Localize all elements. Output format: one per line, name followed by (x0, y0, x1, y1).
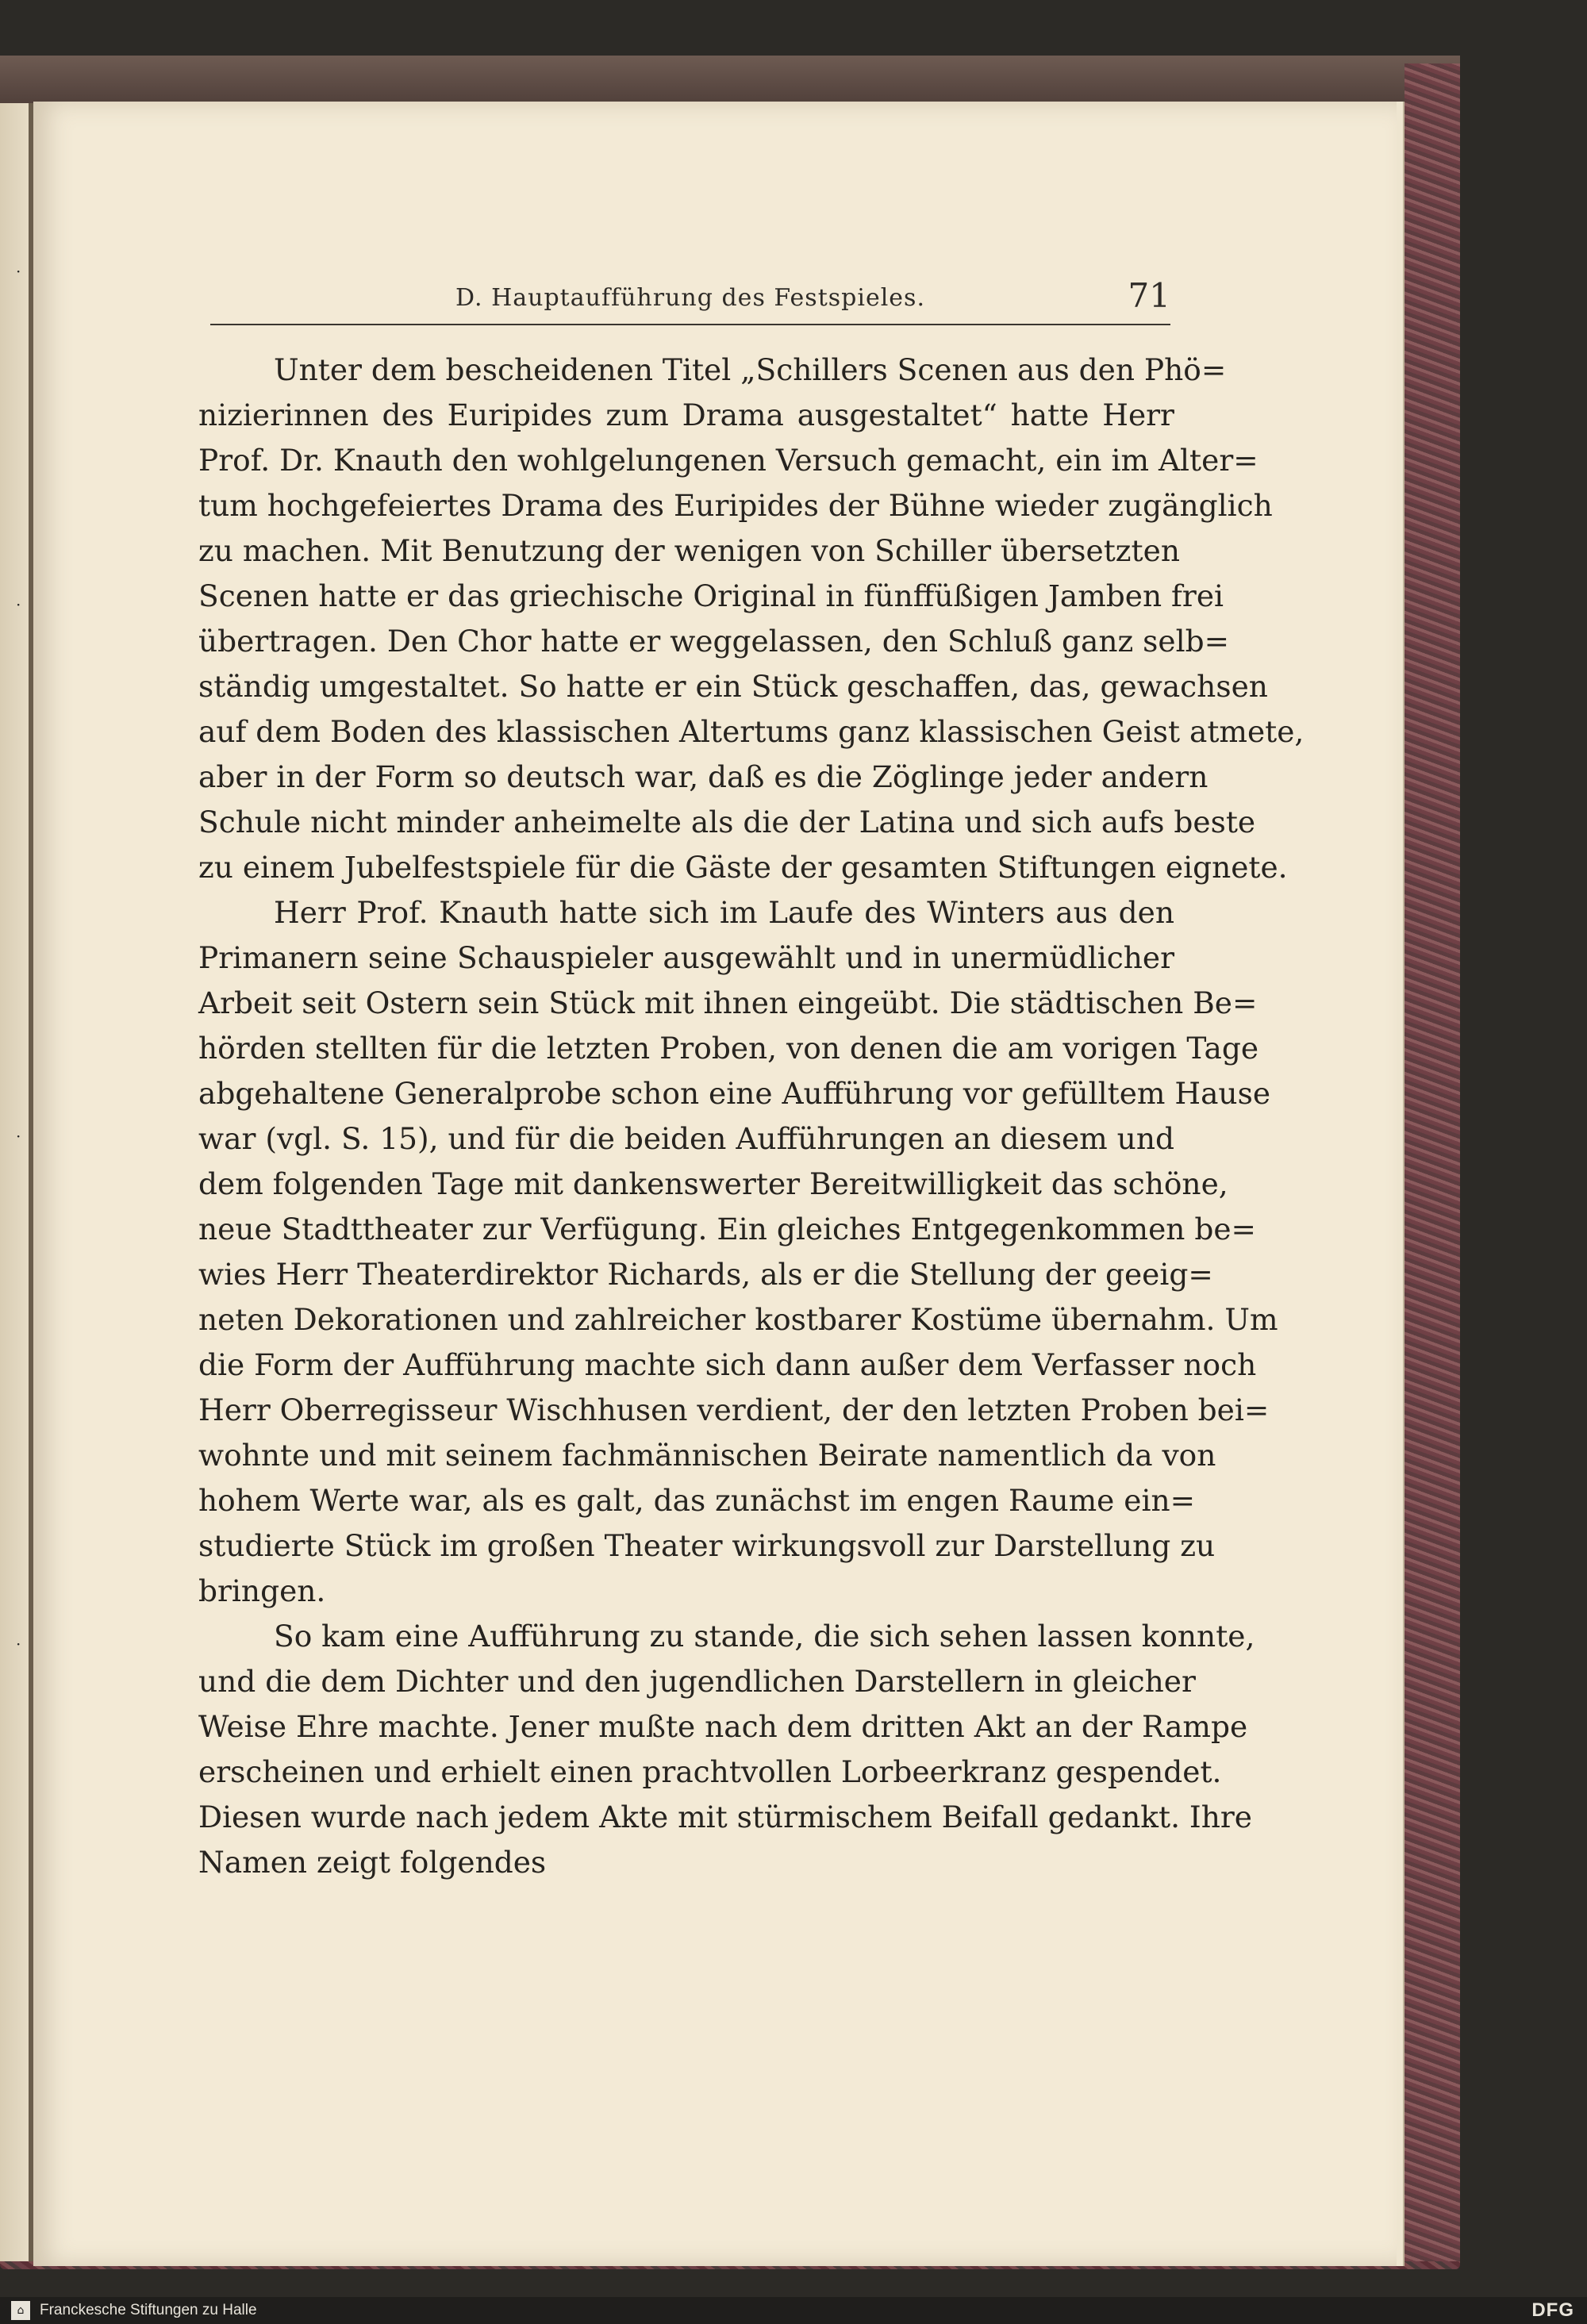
text-line: nizierinnen des Euripides zum Drama ausgestaltet“ hatte Herr (198, 398, 1174, 432)
text-line: Arbeit seit Ostern sein Stück mit ihnen eingeübt. Die städtischen Be= (198, 985, 1258, 1020)
text-line: erscheinen und erhielt einen prachtvollen Lorbeerkranz gespendet. (198, 1754, 1222, 1789)
text-line: abgehaltene Generalprobe schon eine Aufführung vor gefülltem Hause (198, 1076, 1271, 1111)
text-line: war (vgl. S. 15), und für die beiden Aufführungen an diesem und (198, 1121, 1174, 1156)
text-line: ständig umgestaltet. So hatte er ein Stück geschaffen, das, gewachsen (198, 669, 1268, 704)
text-line: Diesen wurde nach jedem Akte mit stürmischem Beifall gedankt. Ihre (198, 1800, 1252, 1834)
text-line: zu einem Jubelfestspiele für die Gäste der gesamten Stiftungen eignete. (198, 850, 1288, 885)
cover-right-edge (1404, 63, 1460, 2261)
text-line: Herr Prof. Knauth hatte sich im Laufe des Winters aus den (274, 895, 1174, 930)
text-line: Scenen hatte er das griechische Original in fünffüßigen Jamben frei (198, 578, 1224, 613)
text-line: hörden stellten für die letzten Proben, von denen die am vorigen Tage (198, 1031, 1259, 1066)
text-line: Primanern seine Schauspieler ausgewählt und in unermüdlicher (198, 940, 1174, 975)
text-line: Weise Ehre machte. Jener mußte nach dem dritten Akt an der Rampe (198, 1709, 1248, 1744)
text-line: auf dem Boden des klassischen Altertums ganz klassischen Geist atmete, (198, 714, 1305, 749)
text-line: So kam eine Aufführung zu stande, die sich sehen lassen konnte, (274, 1619, 1255, 1654)
text-line: aber in der Form so deutsch war, daß es die Zöglinge jeder andern (198, 759, 1209, 794)
text-line: Herr Oberregisseur Wischhusen verdient, der den letzten Proben bei= (198, 1392, 1270, 1427)
header-rule (210, 324, 1170, 325)
text-line: die Form der Aufführung machte sich dann außer dem Verfasser noch (198, 1347, 1257, 1382)
paragraph-3 (198, 1614, 1255, 1885)
text-line: zu machen. Mit Benutzung der wenigen von Schiller übersetzten (198, 533, 1180, 568)
running-head-title: D. Hauptaufführung des Festspieles. (455, 284, 925, 312)
text-line: tum hochgefeiertes Drama des Euripides der Bühne wieder zugänglich (198, 488, 1273, 523)
text-line: studierte Stück im großen Theater wirkungsvoll zur Darstellung zu (198, 1528, 1216, 1563)
page-number: 71 (1128, 276, 1170, 315)
text-line: Prof. Dr. Knauth den wohlgelungenen Versuch gemacht, ein im Alter= (198, 443, 1258, 478)
text-line: Unter dem bescheidenen Titel „Schillers Scenen aus den Phö= (274, 352, 1227, 387)
text-line: wies Herr Theaterdirektor Richards, als er die Stellung der geeig= (198, 1257, 1213, 1292)
running-head (210, 276, 1170, 324)
institution-name: Franckesche Stiftungen zu Halle (40, 2302, 257, 2318)
text-line: dem folgenden Tage mit dankenswerter Bereitwilligkeit das schöne, (198, 1166, 1228, 1201)
text-line: neue Stadttheater zur Verfügung. Ein gleiches Entgegenkommen be= (198, 1212, 1256, 1247)
text-line: übertragen. Den Chor hatte er weggelassen, den Schluß ganz selb= (198, 624, 1230, 659)
building-logo-icon: ⌂ (11, 2301, 30, 2320)
dfg-logo: DFG (1531, 2299, 1574, 2321)
text-line: Schule nicht minder anheimelte als die der Latina und sich aufs beste (198, 805, 1256, 839)
viewer-footer (0, 2297, 1587, 2324)
text-line: bringen. (198, 1573, 326, 1608)
text-line: neten Dekorationen und zahlreicher kostbarer Kostüme übernahm. Um (198, 1302, 1278, 1337)
text-line: wohnte und mit seinem fachmännischen Beirate namentlich da von (198, 1438, 1216, 1473)
margin-mark: · (16, 595, 21, 614)
text-line: hohem Werte war, als es galt, das zunächst im engen Raume ein= (198, 1483, 1196, 1518)
text-line: und die dem Dichter und den jugendlichen Darstellern in gleicher (198, 1664, 1196, 1699)
margin-mark: · (16, 262, 21, 281)
paragraph-2 (198, 890, 1278, 1614)
margin-mark: · (16, 1634, 21, 1654)
body-text (198, 348, 1305, 1885)
margin-mark: · (16, 1127, 21, 1146)
previous-page-edge (0, 103, 30, 2261)
paragraph-1 (198, 348, 1305, 890)
text-line: Namen zeigt folgendes (198, 1845, 547, 1880)
